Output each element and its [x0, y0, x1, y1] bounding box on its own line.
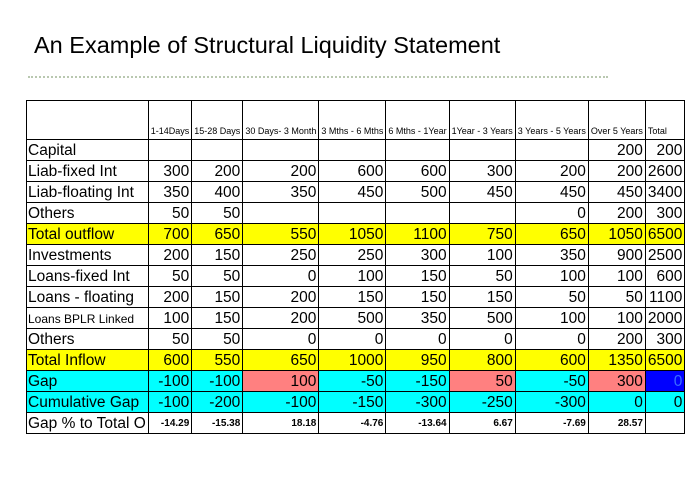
- table-cell: 150: [192, 287, 243, 308]
- table-cell: 200: [588, 161, 645, 182]
- table-cell: 800: [449, 350, 515, 371]
- table-cell: 550: [243, 224, 319, 245]
- table-cell: 18.18: [243, 413, 319, 434]
- row-label: Loans-fixed Int: [27, 266, 149, 287]
- table-cell: 250: [243, 245, 319, 266]
- table-cell: -100: [148, 371, 192, 392]
- table-cell: 50: [192, 329, 243, 350]
- table-cell: 100: [515, 308, 588, 329]
- liquidity-table: [26, 100, 685, 434]
- table-cell: -13.64: [386, 413, 449, 434]
- table-cell: 28.57: [588, 413, 645, 434]
- title-divider: [28, 76, 608, 78]
- table-cell: 100: [148, 308, 192, 329]
- table-row: [27, 287, 685, 308]
- row-label: Others: [27, 203, 149, 224]
- table-cell: 650: [192, 224, 243, 245]
- row-label: Gap: [27, 371, 149, 392]
- table-cell: 50: [588, 287, 645, 308]
- table-cell: 200: [588, 329, 645, 350]
- table-cell: 450: [515, 182, 588, 203]
- table-cell: 250: [319, 245, 386, 266]
- table-cell: 1100: [645, 287, 684, 308]
- table-cell: 650: [243, 350, 319, 371]
- table-row: [27, 224, 685, 245]
- table-cell: 6.67: [449, 413, 515, 434]
- table-row: [27, 140, 685, 161]
- table-cell: 0: [243, 266, 319, 287]
- row-label: Total Inflow: [27, 350, 149, 371]
- column-header: 3 Years - 5 Years: [515, 101, 588, 140]
- table-cell: -300: [515, 392, 588, 413]
- column-header: 3 Mths - 6 Mths: [319, 101, 386, 140]
- table-cell: 1000: [319, 350, 386, 371]
- table-row: [27, 182, 685, 203]
- table-cell: 750: [449, 224, 515, 245]
- header-row: [27, 101, 685, 140]
- table-row: [27, 203, 685, 224]
- table-cell: 300: [645, 203, 684, 224]
- table-cell: 3400: [645, 182, 684, 203]
- table-row: [27, 329, 685, 350]
- table-cell: 2500: [645, 245, 684, 266]
- column-header: 1Year - 3 Years: [449, 101, 515, 140]
- table-cell: 300: [588, 371, 645, 392]
- table-cell: [515, 140, 588, 161]
- table-cell: -200: [192, 392, 243, 413]
- table-cell: -150: [386, 371, 449, 392]
- table-cell: 50: [192, 266, 243, 287]
- table-cell: 200: [515, 161, 588, 182]
- table-cell: 6500: [645, 224, 684, 245]
- table-cell: 2000: [645, 308, 684, 329]
- row-label: Capital: [27, 140, 149, 161]
- table-cell: [645, 413, 684, 434]
- row-label: Total outflow: [27, 224, 149, 245]
- table-cell: [449, 140, 515, 161]
- table-cell: 0: [515, 203, 588, 224]
- table-cell: -15.38: [192, 413, 243, 434]
- table-cell: -250: [449, 392, 515, 413]
- table-cell: 300: [645, 329, 684, 350]
- table-cell: 0: [515, 329, 588, 350]
- table-cell: -7.69: [515, 413, 588, 434]
- table-cell: [243, 203, 319, 224]
- table-row: [27, 245, 685, 266]
- table-cell: 0: [645, 392, 684, 413]
- table-cell: [386, 203, 449, 224]
- table-cell: 100: [588, 308, 645, 329]
- table-cell: -4.76: [319, 413, 386, 434]
- row-label: Loans BPLR Linked: [27, 308, 149, 329]
- table-cell: -50: [319, 371, 386, 392]
- table-cell: 1050: [319, 224, 386, 245]
- table-cell: 200: [243, 287, 319, 308]
- table-cell: 50: [148, 203, 192, 224]
- table-cell: -150: [319, 392, 386, 413]
- table-row: [27, 266, 685, 287]
- table-cell: -14.29: [148, 413, 192, 434]
- table-cell: -300: [386, 392, 449, 413]
- row-label: Gap % to Total O: [27, 413, 149, 434]
- column-header: Total: [645, 101, 684, 140]
- table-cell: 500: [319, 308, 386, 329]
- table-cell: 0: [243, 329, 319, 350]
- table-cell: 1050: [588, 224, 645, 245]
- table-cell: 600: [515, 350, 588, 371]
- table-cell: 0: [386, 329, 449, 350]
- table-cell: 50: [449, 371, 515, 392]
- table-cell: 0: [645, 371, 684, 392]
- table-cell: 150: [386, 266, 449, 287]
- table-cell: -50: [515, 371, 588, 392]
- table-cell: 600: [645, 266, 684, 287]
- table-cell: 1350: [588, 350, 645, 371]
- row-label: Investments: [27, 245, 149, 266]
- row-label: Liab-fixed Int: [27, 161, 149, 182]
- table-cell: -100: [148, 392, 192, 413]
- table-cell: [386, 140, 449, 161]
- table-cell: 150: [319, 287, 386, 308]
- table-cell: 450: [319, 182, 386, 203]
- table-cell: 650: [515, 224, 588, 245]
- row-label: Cumulative Gap: [27, 392, 149, 413]
- table-row: [27, 350, 685, 371]
- table-cell: 0: [319, 329, 386, 350]
- table-row: [27, 161, 685, 182]
- table-cell: 600: [148, 350, 192, 371]
- table-cell: 50: [515, 287, 588, 308]
- table-row: [27, 308, 685, 329]
- header-corner-cell: [27, 101, 149, 140]
- table-cell: 200: [148, 287, 192, 308]
- table-cell: 50: [449, 266, 515, 287]
- table-row: [27, 413, 685, 434]
- table-cell: 200: [192, 161, 243, 182]
- table-cell: 150: [386, 287, 449, 308]
- table-cell: -100: [243, 392, 319, 413]
- table-cell: 300: [148, 161, 192, 182]
- column-header: Over 5 Years: [588, 101, 645, 140]
- table-cell: 150: [192, 245, 243, 266]
- column-header: 15-28 Days: [192, 101, 243, 140]
- table-cell: 450: [449, 182, 515, 203]
- table-cell: 500: [386, 182, 449, 203]
- table-cell: 450: [588, 182, 645, 203]
- table-cell: 600: [386, 161, 449, 182]
- table-cell: 200: [243, 161, 319, 182]
- column-header: 1-14Days: [148, 101, 192, 140]
- table-cell: 550: [192, 350, 243, 371]
- table-cell: 350: [148, 182, 192, 203]
- table-cell: 500: [449, 308, 515, 329]
- table-cell: 350: [386, 308, 449, 329]
- table-cell: 150: [449, 287, 515, 308]
- table-cell: 200: [243, 308, 319, 329]
- table-cell: 6500: [645, 350, 684, 371]
- row-label: Others: [27, 329, 149, 350]
- table-cell: 400: [192, 182, 243, 203]
- table-cell: [319, 140, 386, 161]
- table-cell: 1100: [386, 224, 449, 245]
- table-cell: 350: [243, 182, 319, 203]
- table-cell: [243, 140, 319, 161]
- table-cell: [319, 203, 386, 224]
- column-header: 30 Days- 3 Month: [243, 101, 319, 140]
- table-cell: [192, 140, 243, 161]
- table-cell: 100: [449, 245, 515, 266]
- table-cell: 100: [515, 266, 588, 287]
- table-cell: 300: [386, 245, 449, 266]
- table-cell: 100: [243, 371, 319, 392]
- table-row: [27, 371, 685, 392]
- table-cell: 0: [449, 329, 515, 350]
- page-title: An Example of Structural Liquidity Statement: [34, 32, 501, 58]
- table-row: [27, 392, 685, 413]
- table-cell: 150: [192, 308, 243, 329]
- table-cell: 100: [588, 266, 645, 287]
- table-cell: 50: [192, 203, 243, 224]
- table-cell: 200: [588, 140, 645, 161]
- table-cell: 200: [645, 140, 684, 161]
- column-header: 6 Mths - 1Year: [386, 101, 449, 140]
- table-cell: [148, 140, 192, 161]
- table-cell: 350: [515, 245, 588, 266]
- table-cell: 50: [148, 329, 192, 350]
- table-cell: 900: [588, 245, 645, 266]
- table-cell: 0: [588, 392, 645, 413]
- table-cell: -100: [192, 371, 243, 392]
- table-cell: [449, 203, 515, 224]
- table-cell: 200: [148, 245, 192, 266]
- table-cell: 2600: [645, 161, 684, 182]
- table-cell: 50: [148, 266, 192, 287]
- table-cell: 950: [386, 350, 449, 371]
- table-cell: 700: [148, 224, 192, 245]
- row-label: Liab-floating Int: [27, 182, 149, 203]
- table-cell: 600: [319, 161, 386, 182]
- row-label: Loans - floating: [27, 287, 149, 308]
- table-cell: 300: [449, 161, 515, 182]
- table-cell: 200: [588, 203, 645, 224]
- table-cell: 100: [319, 266, 386, 287]
